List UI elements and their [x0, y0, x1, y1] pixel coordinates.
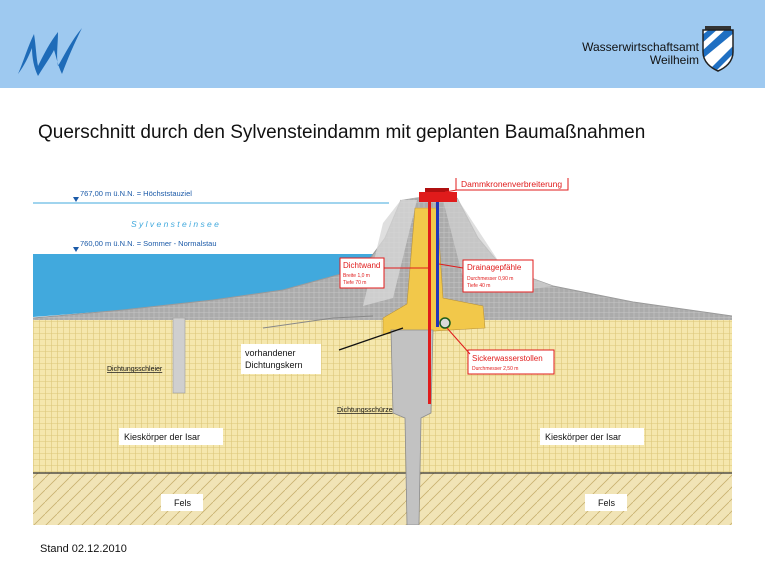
page-title: Querschnitt durch den Sylvensteindamm mit geplanten Baumaßnahmen [38, 122, 646, 143]
rock-layer [33, 473, 732, 525]
ww-logo-icon [14, 22, 86, 80]
sealing-wall-label: Dichtwand [343, 261, 381, 270]
existing-core-label-1: vorhandener [245, 348, 296, 358]
drainage-piles-label: Drainagepfähle [467, 263, 522, 272]
dam-cross-section-diagram [33, 178, 732, 525]
sealing-wall-width: Breite 1,0 m [343, 273, 370, 279]
seepage-gallery-diameter: Durchmesser 2,50 m [472, 366, 519, 372]
drainage-piles-depth: Tiefe 40 m [467, 283, 491, 289]
agency-line2: Weilheim [649, 53, 699, 67]
drainage-piles-diameter: Durchmesser 0,90 m [467, 276, 514, 282]
sealing-apron-label: Dichtungsschürze [337, 407, 393, 414]
lake-name-label: S y l v e n s t e i n s e e [131, 219, 219, 229]
seepage-gallery-label: Sickerwasserstollen [472, 354, 543, 363]
sealing-wall-depth: Tiefe 70 m [343, 280, 367, 286]
gravel-left-label: Kieskörper der Isar [124, 432, 201, 442]
bavarian-crest-icon [701, 26, 735, 72]
gravel-right-label: Kieskörper der Isar [545, 432, 622, 442]
agency-name [582, 41, 699, 67]
crest-widening-structure [419, 192, 457, 202]
drainage-piles [436, 202, 439, 327]
level-normal-label: 760,00 m ü.N.N. = Sommer - Normalstau [80, 239, 217, 248]
rock-left-label: Fels [174, 498, 192, 508]
date-stamp: Stand 02.12.2010 [40, 543, 127, 555]
sealing-veil [173, 318, 185, 393]
header-bar [0, 0, 765, 88]
existing-core-label-2: Dichtungskern [245, 360, 303, 370]
gravel-layer [33, 318, 732, 473]
level-high-label: 767,00 m ü.N.N. = Höchststauziel [80, 189, 192, 198]
seepage-gallery [440, 318, 450, 328]
sealing-veil-label: Dichtungsschleier [107, 366, 163, 373]
rock-right-label: Fels [598, 498, 616, 508]
crest-label: Dammkronenverbreiterung [461, 179, 563, 189]
sealing-wall [428, 202, 431, 404]
agency-line1: Wasserwirtschaftsamt [582, 40, 699, 54]
